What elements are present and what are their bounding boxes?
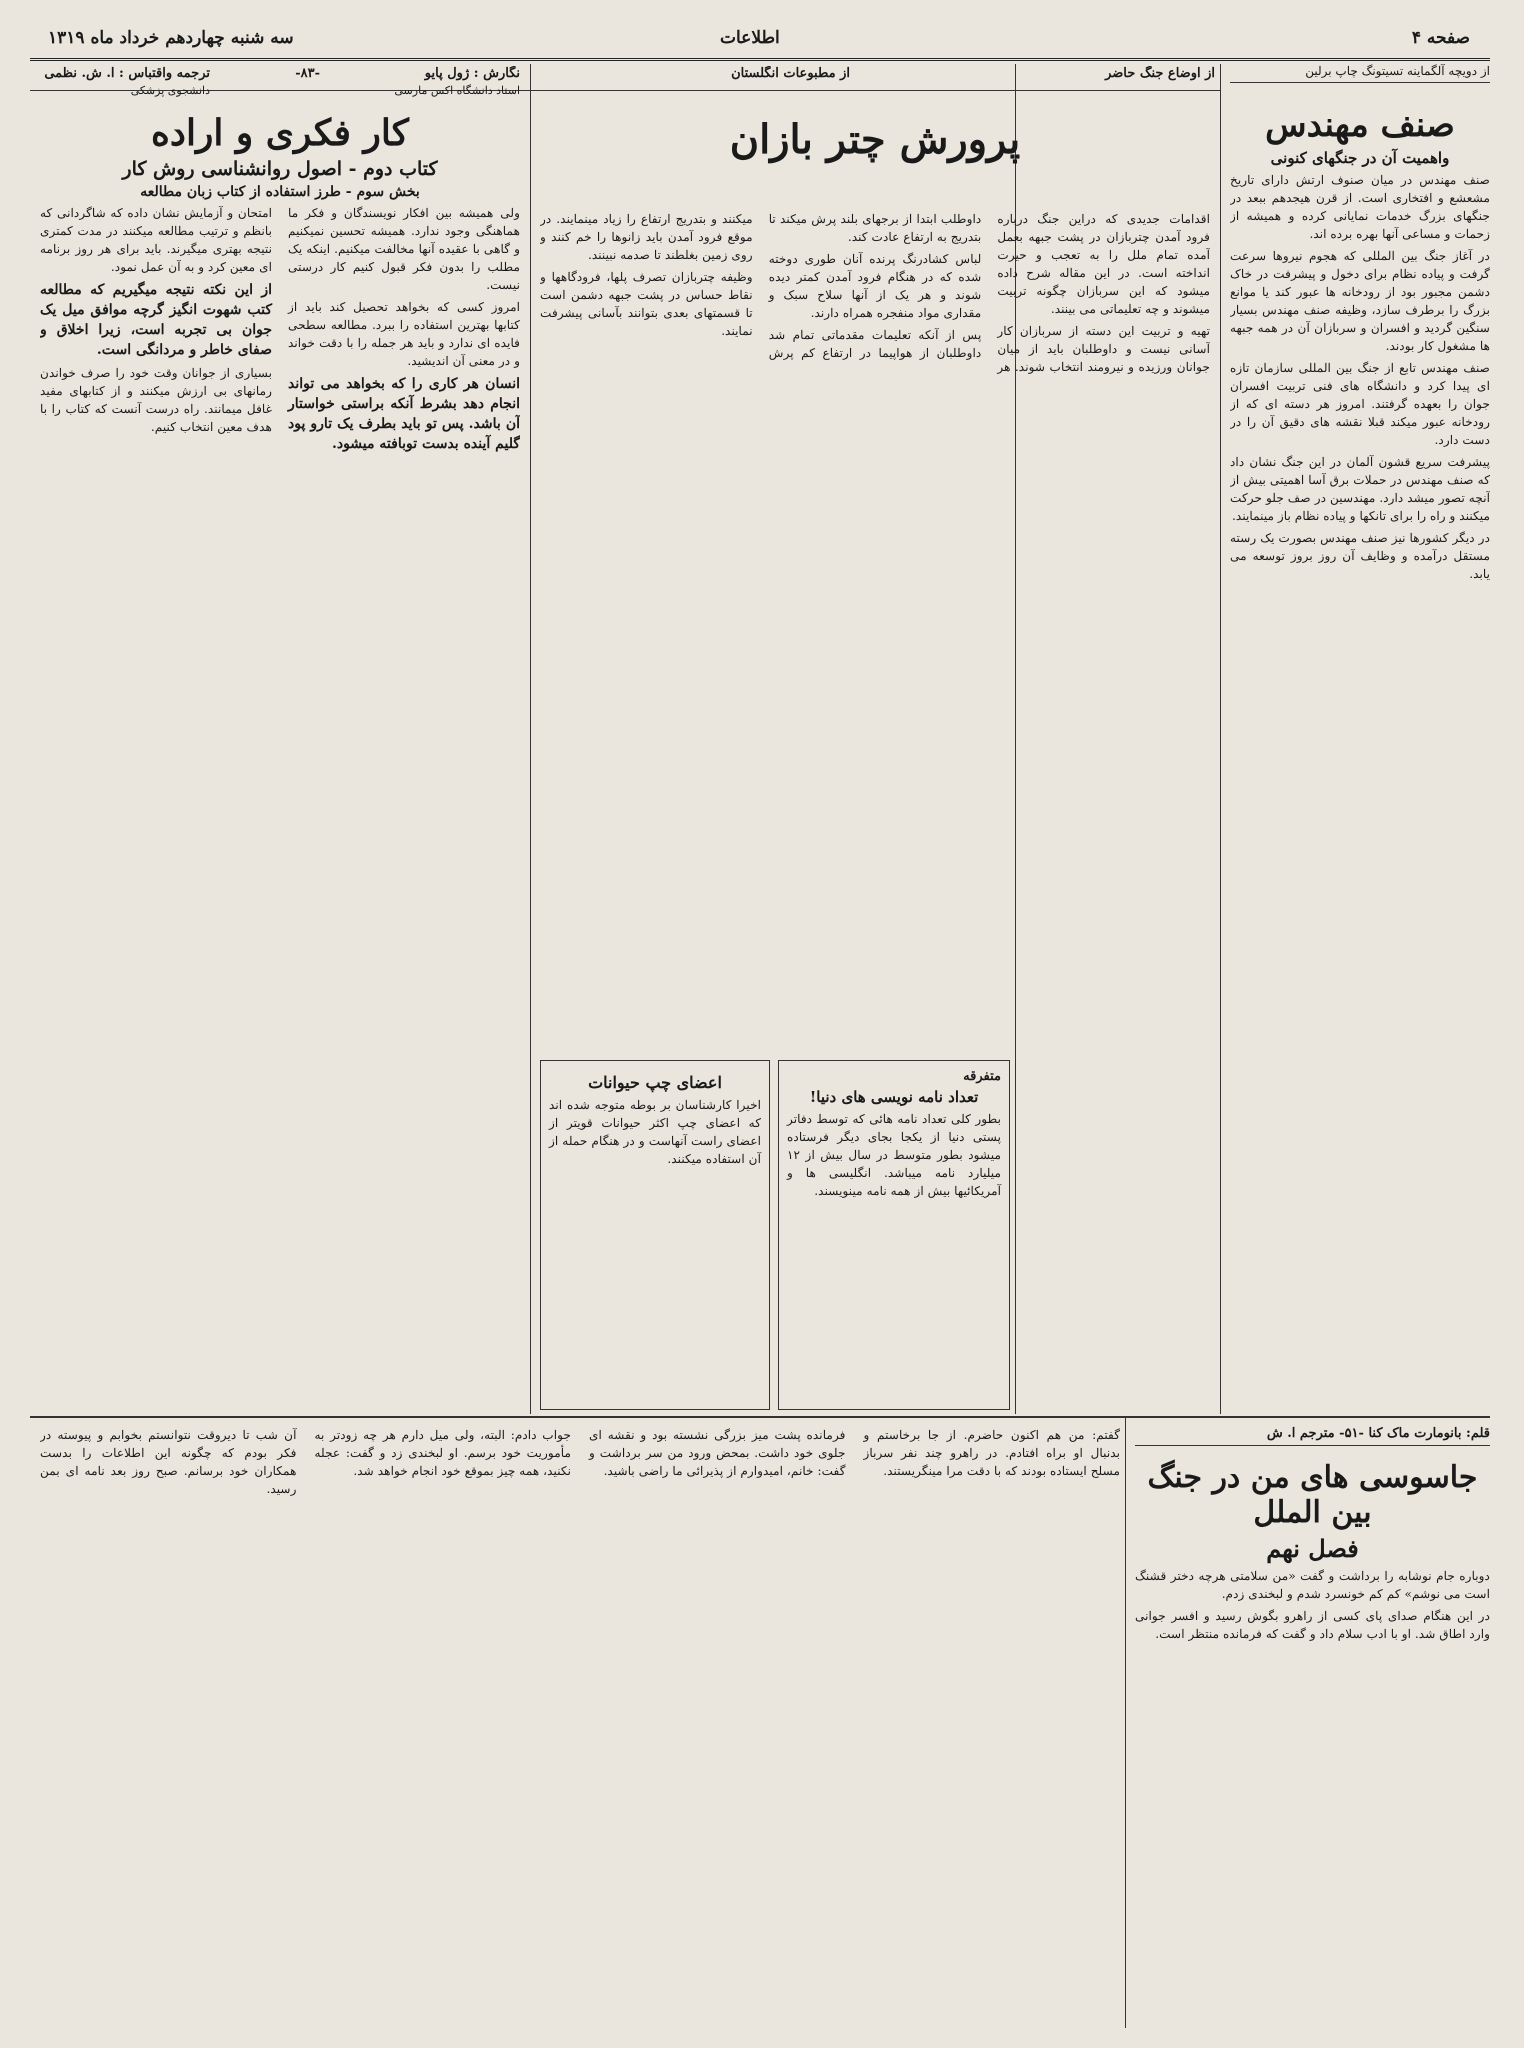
page-serial: -۸۳- [295,66,320,81]
box-headline: تعداد نامه نویسی های دنیا! [809,1088,979,1106]
article-title: صنف مهندس [1265,105,1455,145]
paragraph: پیشرفت سریع قشون آلمان در این جنگ نشان داد که صنف مهندس در حملات برق آسا اهمیتی بیش از آنچه تصور میشد دارد. مهندسین در صف جلو حرکت میکنند و راه را برای تانکها و پیاده نظام باز مینمایند. [1230,455,1490,523]
paragraph: وظیفه چتربازان تصرف پلها، فرودگاهها و نقاط حساس در پشت جبهه دشمن است تا قسمتهای بعدی بتوانند بآسانی پیشرفت نمایند. [540,270,753,338]
paragraph: در این هنگام صدای پای کسی از راهرو بگوش رسید و افسر جوانی وارد اطاق شد. او با ادب سلام داد و گفت که فرمانده منتظر است. [1135,1609,1490,1641]
paragraph: فرمانده پشت میز بزرگی نشسته بود و نقشه ای جلوی خود داشت. بمحض ورود من سر برداشت و گفت: خانم، امیدوارم از پذیرائی ما راضی باشید. [589,1428,846,1478]
section-label: از اوضاع جنگ حاضر [1105,66,1215,81]
article-subtitle: واهمیت آن در جنگهای کنونی [1270,149,1450,167]
article-title: پرورش چتر بازان [729,116,1021,163]
paragraph: پس از آنکه تعلیمات مقدماتی تمام شد داوطلبان از هواپیما در ارتفاع کم پرش میکنند و بتدریج ارتفاع را زیاد مینمایند. در موقع فرود آمدن باید زانوها را خم کنند و روی زمین بغلطند تا صدمه نبینند. [540,212,982,360]
article-parachute [540,210,1210,1050]
translator-note: دانشجوی پزشکی [130,84,210,97]
paragraph: بسیاری از جوانان وقت خود را صرف خواندن رمانهای بی ارزش میکنند و از کتابهای مفید غافل میمانند. راه درست آنست که کتاب را با هدف معین انتخاب کنیم. [40,366,272,434]
paragraph: صنف مهندس در میان صنوف ارتش دارای تاریخ مشعشع و افتخاری است. از قرن هیجدهم ببعد در جنگهای بزرگ خدمات نمایانی کرده و همیشه از زحمات و مساعی آنها بهره برده اند. [1230,173,1490,241]
paragraph: آن شب تا دیروقت نتوانستم بخوابم و پیوسته در فکر بودم که چگونه این اطلاعات را بدست همکاران خود برسانم. صبح روز بعد نامه ای بمن رسید. [40,1428,297,1496]
box-title: اعضای چپ حیوانات [588,1073,722,1092]
column-rule [1220,64,1221,1414]
paragraph: گفتم: من هم اکنون حاضرم. از جا برخاستم و بدنبال او براه افتادم. در راهرو چند نفر سرباز مسلح ایستاده بودند که با دقت مرا مینگریستند. [863,1428,1120,1478]
paragraph: در آغاز جنگ بین المللی که هجوم نیروها سرعت گرفت و پیاده نظام برای دخول و پیشرفت در خاک دشمن مجبور بود از رودخانه ها عبور کند یا موانع بزرگ را برطرف سازد، وظیفه صنف مهندس بسیار سنگین گردید و افسران و سربازان آن در همه جبهه ها مشغول کار بودند. [1230,249,1490,353]
issue-date: سه شنبه چهاردهم خرداد ماه ۱۳۱۹ [48,28,294,48]
paragraph: دوباره جام نوشابه را برداشت و گفت «من سلامتی هرچه دختر قشنگ است می نوشم» کم کم خونسرد شدم و لبخندی زدم. [1135,1569,1490,1601]
article-intellectual-work [40,106,520,1411]
box-text: بطور کلی تعداد نامه هائی که توسط دفاتر پستی دنیا از یکجا بجای دیگر فرستاده میشود بطور متوسط در سال بیش از ۱۲ میلیارد نامه میباشد. انگلیسی ها و آمریکائیها بیش از همه نامه مینویسند. [787,1112,1001,1198]
paper-name: اطلاعات [720,28,780,48]
animals-box [540,1060,770,1410]
byline: قلم: بانومارت ماک کنا -۵۱- مترجم ا. ش [1135,1426,1490,1446]
translator-label: ترجمه واقتباس : ا. ش. نظمی [44,66,210,81]
article-engineers [1230,64,1490,1414]
masthead [30,20,1490,61]
author-note: استاد دانشگاه اکس مارسی [394,84,520,97]
article-title: کار فکری و اراده [151,112,409,154]
box-label: متفرقه [963,1069,1001,1084]
paragraph: جواب دادم: البته، ولی میل دارم هر چه زودتر به مأموریت خود برسم. او لبخندی زد و گفت: عجله نکنید، همه چیز بموقع خود انجام خواهد شد. [314,1428,571,1478]
book-heading: کتاب دوم - اصول روانشناسی روش کار [122,158,438,180]
article-spies-body [40,1426,1120,2026]
article-title: جاسوسی های من در جنگ بین الملل [1147,1460,1478,1530]
page-number: صفحه ۴ [1411,28,1470,48]
paragraph: صنف مهندس تابع از جنگ بین المللی سازمان تازه ای پیدا کرد و دانشگاه های فنی تربیت افسران جوان را بعهده گرفتند. امروز هر دسته ای که از رودخانه عبور میکند قبلا نقشه های دقیق آن را در دست دارد. [1230,361,1490,447]
paragraph: تهیه و تربیت این دسته از سربازان کار آسانی نیست و داوطلبان باید از میان جوانان ورزیده و نیرومند انتخاب شوند. هر داوطلب ابتدا از برجهای بلند پرش میکند تا بتدریج به ارتفاع عادت کند. [768,212,1210,374]
paragraph: امروز کسی که بخواهد تحصیل کند باید از کتابها بهترین استفاده را ببرد. مطالعه سطحی فایده ای ندارد و باید هر جمله را با دقت خواند و در معنی آن اندیشید. [288,300,520,368]
paragraph: امتحان و آزمایش نشان داده که شاگردانی که بانظم و ترتیب مطالعه میکنند در مدت کمتری نتیجه بهتری میگیرند. باید برای هر روز برنامه ای معین کرد و به آن عمل نمود. [40,206,272,274]
chapter-heading: فصل نهم [1266,1534,1359,1563]
paragraph: ولی همیشه بین افکار نویسندگان و فکر ما هماهنگی وجود ندارد. همیشه تحسین نمیکنیم و گاهی با عقیده آنها مخالفت میکنیم. اینکه یک مطلب را بدون فکر قبول کنیم کار درستی نیست. [288,206,520,292]
source-label: از مطبوعات انگلستان [731,66,850,81]
column-rule [530,64,531,1414]
source-line: از دویچه آلگماینه تسیتونگ چاپ برلین [1230,64,1490,83]
pull-quote: از این نکته نتیجه میگیریم که مطالعه کتب شهوت انگیز گرچه موافق میل یک جوان بی تجربه است، زیرا اخلاق و صفای خاطر و مردانگی است. [40,282,272,358]
paragraph: لباس کشادرنگ پرنده آنان طوری دوخته شده که در هنگام فرود آمدن کمتر دیده شوند و هر یک از آنها سلاح سبک و مقداری مواد منفجره همراه دارند. [768,252,982,320]
section-rule [30,1416,1490,1418]
article-spies-title [1135,1426,1490,2026]
paragraph: در دیگر کشورها نیز صنف مهندس بصورت یک رسته مستقل درآمده و وظایف آن روز بروز توسعه می یابد. [1230,531,1490,581]
parachute-title-area [540,96,1210,206]
author-label: نگارش : ژول پایو [424,66,520,81]
box-text: اخیرا کارشناسان بر بوطه متوجه شده اند که اعضای چپ اکثر حیوانات قویتر از اعضای راست آنهاست و در هنگام حمله از آن استفاده میکنند. [549,1098,761,1166]
paragraph: اقدامات جدیدی که دراین جنگ درباره فرود آمدن چتربازان در پشت جبهه بعمل آمده تمام ملل را به تعجب و حیرت انداخته است. در این مقاله شرح داده میشود که این سربازان چگونه تربیت میشوند و چه تعلیماتی می بینند. [997,212,1210,316]
pull-quote: انسان هر کاری را که بخواهد می تواند انجام دهد بشرط آنکه براستی خواستار آن باشد. پس تو باید بطرف یک تارو پود گلیم آینده بدست توبافته میشود. [288,376,520,452]
column-rule [1125,1418,1126,2028]
misc-box [778,1060,1010,1410]
newspaper-page [30,20,1490,2030]
part-heading: بخش سوم - طرز استفاده از کتاب زبان مطالعه [140,184,420,200]
